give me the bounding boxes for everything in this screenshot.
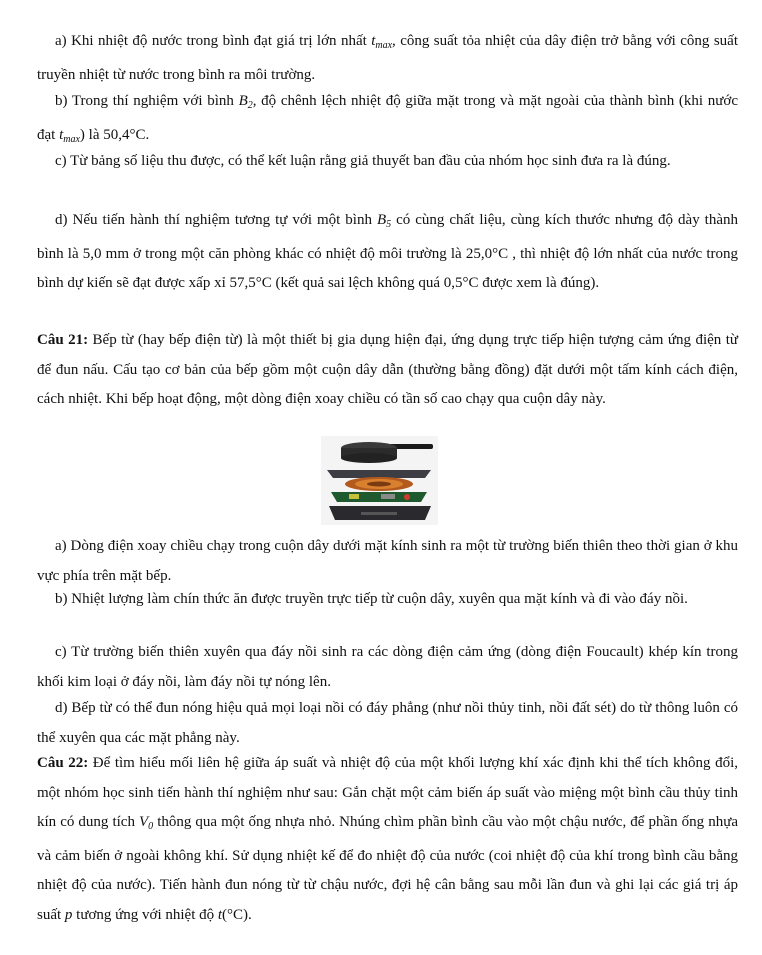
q21-item-a: a) Dòng điện xoay chiều chạy trong cuộn dây dưới mặt kính sinh ra một từ trường biến thiên theo thời gian ở khu vực phía trên mặt bếp. <box>37 538 738 584</box>
q21-item-c: c) Từ trường biến thiên xuyên qua đáy nồi sinh ra các dòng điện cảm ứng (dòng điện Foucault) khép kín trong khối kim loại ở đáy nồi, làm đáy nồi tự nóng lên. <box>37 644 738 690</box>
item-c-top: c) Từ bảng số liệu thu được, có thể kết luận rằng giả thuyết ban đầu của nhóm học sinh đưa ra là đúng. <box>55 153 671 169</box>
item-d-top: d) Nếu tiến hành thí nghiệm tương tự với một bình $B_5$ có cùng chất liệu, cùng kích thước nhưng độ dày thành bình là 5,0 mm ở trong một căn phòng khác có nhiệt độ môi trường là 25,0°C , thì nhiệt độ lớn nhất của nước trong bình dự kiến sẽ đạt được xấp xỉ 57,5°C (kết quả sai lệch không quá 0,5°C được xem là đúng). <box>37 212 739 292</box>
induction-cooktop-illustration <box>321 436 438 525</box>
question-22: Câu 22: Để tìm hiểu mối liên hệ giữa áp suất và nhiệt độ của một khối lượng khí xác định khi thể tích không đổi, một nhóm học sinh tiến hành thí nghiệm như sau: Gắn chặt một cảm biến áp suất vào miệng một bình cầu thủy tinh kín có dung tích $V_0$ thông qua một ống nhựa nhỏ. Nhúng chìm phần bình cầu vào một chậu nước, để phần ống nhựa và cảm biến ở ngoài không khí. Sử dụng nhiệt kế để đo nhiệt độ của nước (coi nhiệt độ của khí trong bình cầu bằng nhiệt độ của nước). Tiến hành đun nóng từ từ chậu nước, đợi hệ cân bằng sau mỗi lần đun và ghi lại các giá trị áp suất p tương ứng với nhiệt độ t(°C). <box>37 755 738 923</box>
q21-item-b: b) Nhiệt lượng làm chín thức ăn được truyền trực tiếp từ cuộn dây, xuyên qua mặt kính và đi vào đáy nồi. <box>55 591 688 607</box>
question-21: Câu 21: Bếp từ (hay bếp điện từ) là một thiết bị gia dụng hiện đại, ứng dụng trực tiếp hiện tượng cảm ứng điện từ để đun nấu. Cấu tạo cơ bản của bếp gồm một cuộn dây dẫn (thường bằng đồng) đặt dưới một tấm kính cách điện, cách nhiệt. Khi bếp hoạt động, một dòng điện xoay chiều có tần số cao chạy qua cuộn dây này. <box>37 332 738 408</box>
q21-item-d: d) Bếp từ có thể đun nóng hiệu quả mọi loại nồi có đáy phẳng (như nồi thủy tinh, nồi đất sét) do từ thông luôn có thể xuyên qua các mặt phẳng này. <box>37 700 738 746</box>
induction-cooktop-image <box>321 436 438 525</box>
question-21-label: Câu 21: <box>37 332 89 348</box>
question-22-label: Câu 22: <box>37 755 89 771</box>
item-a-top: a) Khi nhiệt độ nước trong bình đạt giá trị lớn nhất $t_{max}$, công suất tỏa nhiệt của dây điện trở bằng với công suất truyền nhiệt từ nước trong bình ra môi trường. <box>37 33 738 83</box>
item-b-top: b) Trong thí nghiệm với bình $B_2$, độ chênh lệch nhiệt độ giữa mặt trong và mặt ngoài của thành bình (khi nước đạt $t_{max}$) là 50,4°C. <box>37 93 738 145</box>
